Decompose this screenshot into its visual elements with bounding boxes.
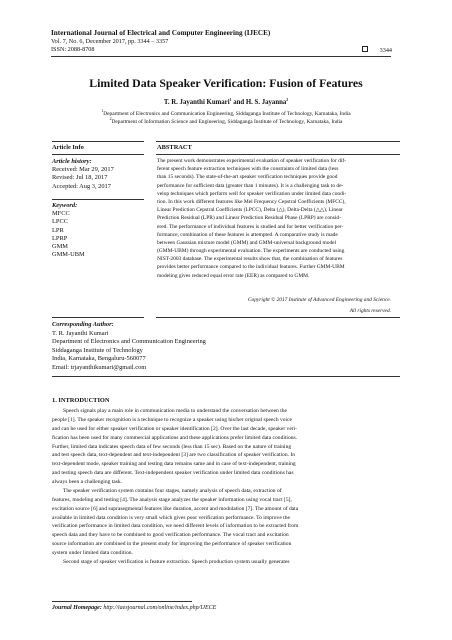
body-line: Second stage of speaker verification is feature extraction. Speech production system usually generates <box>63 558 290 565</box>
article-history-label: Article history: <box>52 158 92 165</box>
abstract-line: than 15 seconds). The state-of-the-art speaker verification techniques provide good <box>157 174 338 181</box>
journal-header <box>51 29 391 54</box>
abstract-line: NIST-2003 database. The experimental results show that, the combination of features <box>157 256 343 263</box>
author-affil-mark: 2 <box>286 98 289 102</box>
abstract-line: between Gaussian mixture model (GMM) and GMM-universal background model <box>157 239 337 246</box>
abstract-line: Prediction Residual (LPR) and Linear Prediction Residual Phase (LPRP) are consid- <box>157 215 341 222</box>
body-line: fication has been used for many commercial applications and these applications prefer limited data conditions. <box>52 434 298 441</box>
affiliation <box>0 117 452 125</box>
corresponding-author-email: Email: trjayanthikumari@gmail.com <box>52 363 147 371</box>
keyword: GMM <box>52 243 68 251</box>
body-line: and can be used for either speaker verification or speaker identification [2]. Over the last decade, speaker veri- <box>52 425 298 432</box>
keywords <box>52 202 85 259</box>
rights-notice: All rights reserved. <box>349 308 391 314</box>
body-line: system under limited data condition. <box>52 550 133 556</box>
keyword: LPR <box>52 226 64 234</box>
body-line: The speaker verification system contains four stages, namely analysis of speech data, extraction of <box>63 487 282 494</box>
keyword: LPCC <box>52 218 68 226</box>
revised-date: Revised: Jul 18, 2017 <box>52 174 108 182</box>
body-line: available in limited data condition is very small which gives poor verification performance. To improve the <box>52 514 290 521</box>
affiliation-mark: 1 <box>101 109 104 113</box>
body-line: Speech signals play a main role in communication media to understand the conversation between the <box>63 408 287 414</box>
keyword: MFCC <box>52 210 70 218</box>
affiliation-text: Department of Information Science and Engineering, Siddaganga Institute of Technology, Karnataka, India <box>111 119 343 125</box>
keywords-label: Keyword: <box>52 202 78 209</box>
abstract-line: Linear Prediction Cepstral Coefficients (LPCC), Delta (△), Delta-Delta (△△), Linear <box>157 207 343 214</box>
journal-name: International Journal of Electrical and Computer Engineering (IJECE) <box>51 29 271 37</box>
body-line: and test speech data, text-dependent and text-independent [3] are two classification of speaker verification. In <box>52 452 296 459</box>
abstract-line: The present work demonstrates experimental evaluation of speaker verification for dif- <box>157 158 347 164</box>
corresponding-author-inst: Siddaganga Institute of Technology <box>52 346 143 354</box>
page-number <box>362 46 392 54</box>
body-line: verification performance in limited data condition, we need different levels of information to be extracted from <box>52 523 299 530</box>
paper-authors <box>0 98 452 106</box>
abstract-line: tion. In this work different features like Mel Frequency Cepstral Coefficients (MFCC), <box>157 198 346 205</box>
copyright-notice: Copyright © 2017 Institute of Advanced Engineering and Science. <box>247 297 391 303</box>
abstract-heading: ABSTRACT <box>157 144 192 151</box>
introduction-heading: 1. INTRODUCTION <box>52 397 110 404</box>
accepted-date: Accepted: Aug 3, 2017 <box>52 182 111 190</box>
affiliation-text: Department of Electronics and Communication Engineering, Siddaganga Institute of Technology, Karnataka, India <box>103 111 351 117</box>
top-rule-left <box>52 141 144 142</box>
keyword: GMM-UBM <box>52 251 85 259</box>
mid-rule-left <box>52 154 144 155</box>
header-rule <box>51 56 391 57</box>
article-history <box>52 158 114 191</box>
abstract-end-rule <box>156 317 400 318</box>
abstract-line: velop techniques which perform well for speaker verification under limited data condi- <box>157 190 347 197</box>
keyword: LPRP <box>52 234 68 242</box>
body-line: speech data and they have to be combined to good verification performance. The vocal tract and excitation <box>52 532 289 539</box>
article-info-heading: Article Info <box>52 144 84 151</box>
body-line: features, modeling and testing [4]. The analysis stage analyzes the speaker information using vocal tract [5], <box>52 496 292 503</box>
journal-footer <box>52 605 216 611</box>
corresponding-rule <box>52 317 144 318</box>
abstract-line: formance, combination of these features is attempted. A comparative study is made <box>157 231 338 238</box>
body-line: excitation source [6] and suprasegmental features like duration, accent and modulation [7]. The amount of data <box>52 505 299 512</box>
abstract-line: ferent speech feature extraction techniques with the constraints of limited data (less <box>157 166 339 173</box>
introduction-body <box>52 407 400 567</box>
corresponding-author-heading: Corresponding Author: <box>52 321 114 328</box>
author-name: T. R. Jayanthi Kumari <box>163 99 230 106</box>
footer-label: Journal Homepage: <box>52 605 102 611</box>
body-line: always been a challenging task. <box>52 479 123 485</box>
paper-title: Limited Data Speaker Verification: Fusion of Features <box>89 76 363 90</box>
body-line: text-dependent mode, speaker training and testing data remains same and in case of text-independent, training <box>52 461 296 468</box>
corresponding-author <box>52 330 206 372</box>
top-rule-right <box>156 141 400 142</box>
abstract-body <box>157 157 399 280</box>
corresponding-author-dept: Department of Electronics and Communication Engineering <box>52 338 206 346</box>
body-line: and testing speech data are different. Text-independent speaker verification under limited data conditions has <box>52 470 294 477</box>
author-conjunction: and <box>231 99 246 106</box>
abstract-line: ered. The performance of individual features is studied and for better verification per- <box>157 223 344 230</box>
history-rule <box>52 199 144 200</box>
journal-issn: ISSN: 2088-8708 <box>51 46 95 53</box>
author-name: H. S. Jayanna <box>245 99 287 106</box>
corresponding-author-address: India, Karnataka, Bengaluru-560077 <box>52 355 146 363</box>
body-line: people [1]. The speaker recognition is a technique to recognize a speaker using his/her original speech voice <box>52 416 293 423</box>
body-line: source information are combined in the present study for improving the performance of speaker verification <box>52 541 292 548</box>
corresponding-author-name: T. R. Jayanthi Kumari <box>52 330 109 337</box>
body-line: Further, limited data indicates speech data of few seconds (less than 15 sec). Based on the nature of training <box>52 443 292 450</box>
page-number-text: 3344 <box>379 47 392 54</box>
abstract-line: (GMM-UBM) through experimental evaluation. The experiments are conducted using <box>157 248 345 255</box>
corresponding-end-rule <box>52 376 400 377</box>
received-date: Received: Mar 29, 2017 <box>52 166 114 174</box>
journal-volume-line: Vol. 7, No. 6, December 2017, pp. 3344 – 3357 <box>51 38 169 45</box>
abstract-line: provides better performance compared to the individual features. Further GMM-UBM <box>157 264 345 271</box>
affiliation <box>0 109 452 117</box>
mid-rule-right <box>156 154 400 155</box>
journal-homepage-link[interactable]: http://iaesjournal.com/online/index.php/IJECE <box>103 605 217 611</box>
abstract-line: performance for sufficient data (greater than 1 minutes). It is a challenging task to de- <box>157 182 344 189</box>
box-icon <box>362 46 368 52</box>
abstract-line: modeling gives reduced equal error rate (EER) as compared to GMM. <box>157 272 310 279</box>
footer-rule <box>52 601 192 602</box>
author-affil-mark: 1 <box>229 98 232 102</box>
affiliation-mark: 2 <box>109 117 112 121</box>
